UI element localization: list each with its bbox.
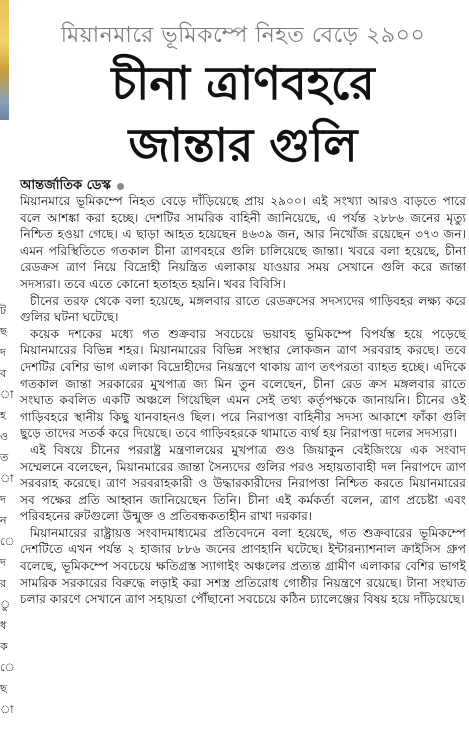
news-article — [20, 0, 466, 734]
headline — [20, 52, 466, 176]
dateline-dot — [117, 183, 124, 190]
paragraph: মিয়ানমারে ভূমিকম্পে নিহত বেড়ে দাঁড়িয়েছে প্রায় ২৯০০। এই সংখ্যা আরও বাড়তে পারে বলে আশঙ্কা করা হচ্ছে। দেশটির সামরিক বাহিনী জানিয়েছে, এ পর্যন্ত ২৮৮৬ জনের মৃত্যু নিশ্চিত হওয়া গেছে। এ ছাড়া আহত হয়েছেন ৪৬৩৯ জন, আর নিখোঁজ রয়েছেন ৩৭৩ জন। এমন পরিস্থিতিতে গতকাল চীনা ত্রাণবহরে গুলি চালিয়েছে জান্তা। খবরে বলা হয়েছে, চীনা রেডক্রস ত্রাণ নিয়ে বিদ্রোহী নিয়ন্ত্রিত এলাকায় যাওয়ার সময় সেখানে গুলি করে জান্তা সদস্যরা। তবে এতে কোনো হতাহত হয়নি। খবর বিবিসি। — [20, 194, 466, 291]
adjacent-fragment: ে — [0, 535, 15, 548]
adjacent-fragment: ক — [0, 640, 8, 653]
adjacent-fragment: দ — [0, 346, 6, 359]
headline-line-1: চীনা ত্রাণবহরে — [111, 56, 375, 110]
adjacent-fragment: া — [0, 703, 14, 716]
adjacent-fragment: র — [0, 577, 7, 590]
adjacent-fragment: ট — [0, 304, 6, 317]
adjacent-fragment: ব — [0, 367, 7, 380]
headline-line-2: জান্তার গুলি — [128, 118, 358, 172]
adjacent-fragment: ন — [0, 514, 7, 527]
paragraph: কয়েক দশকের মধ্যে গত শুক্রবার সবচেয়ে ভয়াবহ ভূমিকম্পে বিপর্যস্ত হয়ে পড়েছে মিয়ানমারের বিভিন্ন শহর। মিয়ানমারের বিভিন্ন সংস্থার লোকজন ত্রাণ সরবরাহ করছে। তবে দেশটির বেশির ভাগ এলাকা বিদ্রোহীদের নিয়ন্ত্রণে থাকায় ত্রাণ তৎপরতা ব্যাহত হচ্ছে। এদিকে গতকাল জান্তা সরকারের মুখপাত্র জ্য মিন তুন বলেছেন, চীনা রেড ক্রস মঙ্গলবার রাতে সংঘাত কবলিত একটি অঞ্চলে গিয়েছিল এমন সেই তথ্য কর্তৃপক্ষকে জানায়নি। চীনের ওই গাড়িবহরে স্থানীয় কিছু যানবাহনও ছিল। পরে নিরাপত্তা বাহিনীর সদস্য আকাশে ফাঁকা গুলি ছুড়ে তাদের সতর্ক করে দিয়েছে। তবে গাড়িবহরকে থামাতে ব্যর্থ হয় নিরাপত্তা দলের সদস্যরা। — [20, 326, 466, 441]
kicker: মিয়ানমারে ভূমিকম্পে নিহত বেড়ে ২৯০০ — [60, 23, 426, 48]
adjacent-fragment: ও — [0, 430, 9, 443]
paragraph: এই বিষয়ে চীনের পররাষ্ট্র মন্ত্রণালয়ের মুখপাত্র গুও জিয়াকুন বেইজিংয়ে এক সংবাদ সম্মেলনে বলেছেন, মিয়ানমারের জান্তা সৈন্যদের গুলির পরও সহায়তাবাহী দল নিরাপদে ত্রাণ সরবরাহ করেছে। ত্রাণ সরবরাহকারী ও উদ্ধারকারীদের নিরাপত্তা নিশ্চিত করতে মিয়ানমারের সব পক্ষের প্রতি আহ্বান জানিয়েছেন তিনি। চীনা এই কর্মকর্তা বলেন, ত্রাণ প্রচেষ্টা এবং পরিবহনের রুটগুলো উন্মুক্ত ও প্রতিবন্ধকতাহীন রাখা দরকার। — [20, 442, 466, 524]
dateline-text: আন্তর্জাতিক ডেস্ক — [20, 178, 111, 193]
adjacent-fragment: ছ — [0, 682, 7, 695]
adjacent-fragment: া — [0, 472, 14, 485]
adjacent-fragment: দ — [0, 556, 6, 569]
adjacent-fragment: ছ — [0, 325, 7, 338]
paragraph: মিয়ানমারের রাষ্ট্রায়ত্ত সংবাদমাধ্যমের প্রতিবেদনে বলা হয়েছে, গত শুক্রবারের ভূমিকম্পে দেশটিতে এখন পর্যন্ত ২ হাজার ৮৮৬ জনের প্রাণহানি ঘটেছে। ইন্টারন্যাশনাল ক্রাইসিস গ্রুপ বলেছে, ভূমিকম্পে সবচেয়ে ক্ষতিগ্রস্ত স্যাগাইং অঞ্চলের প্রত্যন্ত গ্রামীণ এলাকার বেশির ভাগই সামরিক সরকারের বিরুদ্ধে লড়াই করা সশস্ত্র প্রতিরোধ গোষ্ঠীর নিয়ন্ত্রণে রয়েছে। টানা সংঘাত চলার কারণে সেখানে ত্রাণ সহায়তা পৌঁছানো সবচেয়ে কঠিন চ্যালেঞ্জের বিষয় হয়ে দাঁড়িয়েছে। — [20, 525, 466, 607]
paragraph: চীনের তরফ থেকে বলা হয়েছে, মঙ্গলবার রাতে রেডক্রসের সদস্যদের গাড়িবহর লক্ষ্য করে গুলির ঘটনা ঘটেছে। — [20, 293, 466, 325]
adjacent-fragment: হ — [0, 409, 6, 422]
adjacent-fragment: ধ — [0, 619, 7, 632]
adjacent-text-fragments — [0, 300, 16, 720]
article-body — [20, 193, 466, 608]
adjacent-photo — [0, 0, 9, 120]
adjacent-fragment: ত — [0, 451, 9, 464]
adjacent-fragment: দ — [0, 493, 6, 506]
adjacent-fragment: ু — [0, 598, 11, 611]
adjacent-column — [0, 0, 16, 734]
adjacent-fragment: ে — [0, 661, 15, 674]
adjacent-fragment: া — [0, 388, 14, 401]
